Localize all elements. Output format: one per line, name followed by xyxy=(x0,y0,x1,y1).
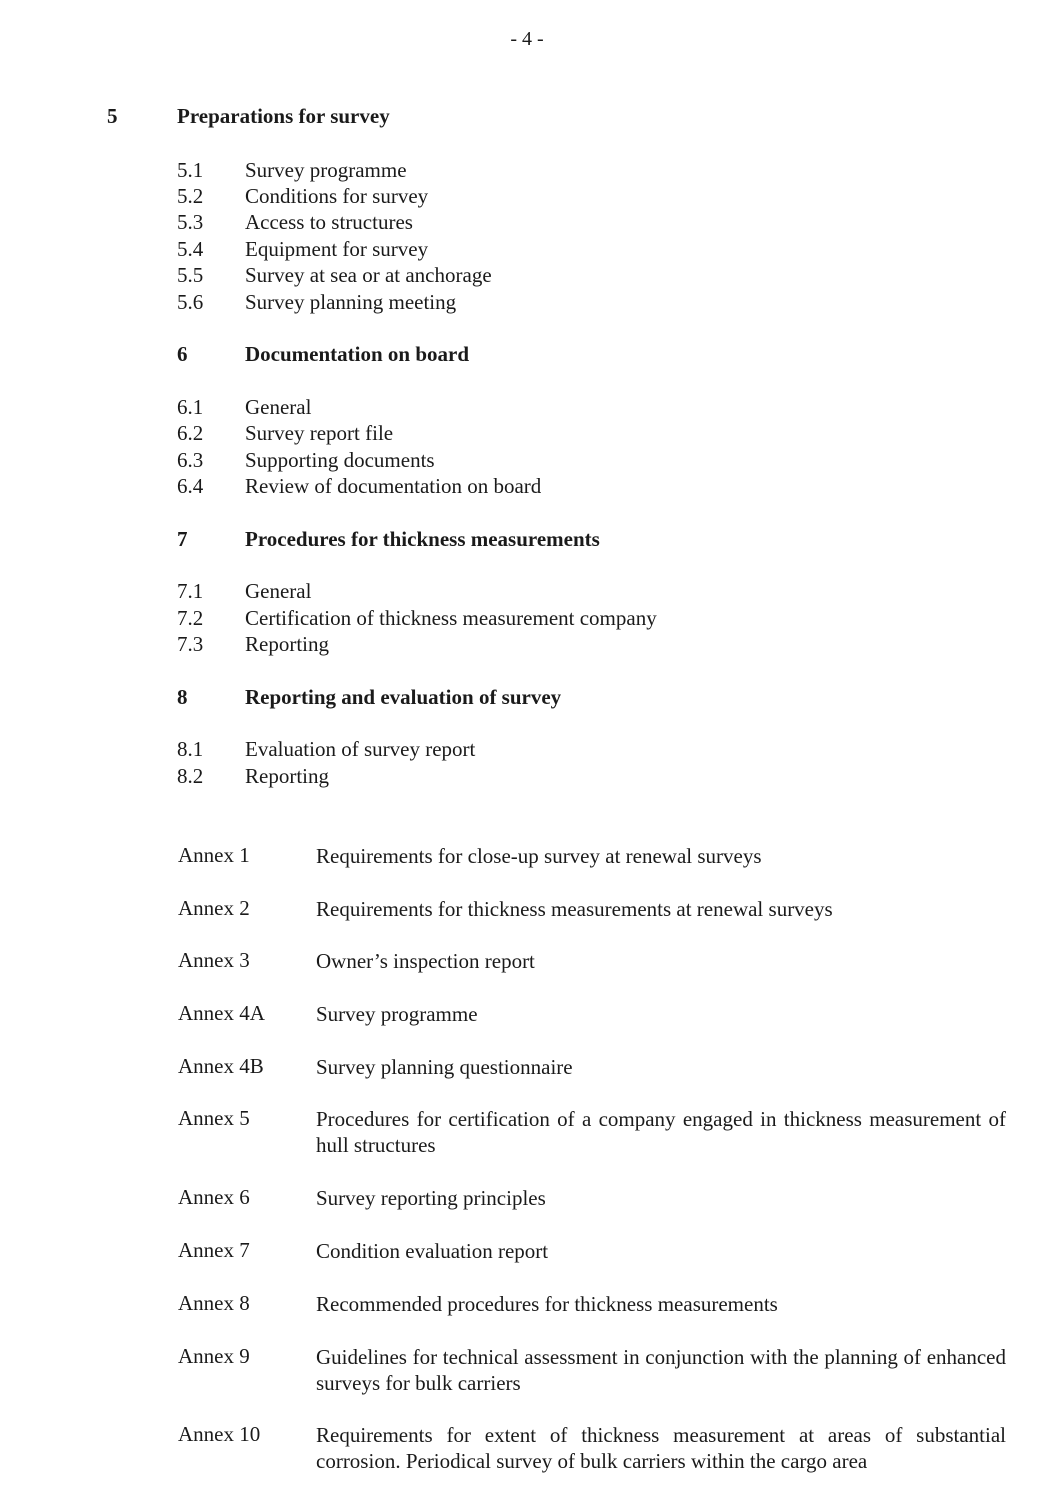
annex-label: Annex 10 xyxy=(178,1422,261,1446)
annex-label: Annex 6 xyxy=(178,1185,250,1209)
toc-item-number: 5.4 xyxy=(177,237,204,261)
toc-item-number: 8.1 xyxy=(177,737,204,761)
annex-label: Annex 8 xyxy=(178,1291,250,1315)
toc-item-number: 5.5 xyxy=(177,263,204,287)
section-title: Procedures for thickness measurements xyxy=(245,527,600,551)
toc-item-text: Survey report file xyxy=(245,421,394,445)
section-5-title: Preparations for survey xyxy=(177,104,390,128)
section-number: 8 xyxy=(177,685,188,709)
toc-item-text: Review of documentation on board xyxy=(245,474,542,498)
toc-item-number: 7.3 xyxy=(177,632,204,656)
section-number: 6 xyxy=(177,342,188,366)
annex-label: Annex 9 xyxy=(178,1344,250,1368)
annex-label: Annex 5 xyxy=(178,1106,250,1130)
section-title: Reporting and evaluation of survey xyxy=(245,685,562,709)
annex-description: Requirements for thickness measurements at renewal surveys xyxy=(316,897,833,921)
toc-item-number: 6.3 xyxy=(177,448,204,472)
annex-description: Requirements for close-up survey at renewal surveys xyxy=(316,844,762,868)
toc-item-text: Certification of thickness measurement company xyxy=(245,606,657,630)
toc-item-text: General xyxy=(245,395,312,419)
annex-description: Owner’s inspection report xyxy=(316,949,535,973)
section-number: 7 xyxy=(177,527,188,551)
toc-item-text: Equipment for survey xyxy=(245,237,429,261)
toc-item-number: 5.3 xyxy=(177,210,204,234)
toc-item-number: 7.1 xyxy=(177,579,204,603)
section-5-number: 5 xyxy=(107,104,118,128)
annex-description: Condition evaluation report xyxy=(316,1239,549,1263)
annex-label: Annex 1 xyxy=(178,843,250,867)
annex-description: Procedures for certification of a company engaged in thickness measurement of hull structures xyxy=(316,1107,1006,1157)
annex-label: Annex 4A xyxy=(178,1001,265,1025)
toc-item-number: 5.1 xyxy=(177,158,204,182)
annex-description: Guidelines for technical assessment in conjunction with the planning of enhanced surveys for bulk carriers xyxy=(316,1345,1006,1395)
toc-item-number: 6.2 xyxy=(177,421,204,445)
toc-item-text: Reporting xyxy=(245,764,329,788)
toc-item-number: 7.2 xyxy=(177,606,204,630)
toc-item-text: Survey at sea or at anchorage xyxy=(245,263,492,287)
toc-item-number: 8.2 xyxy=(177,764,204,788)
toc-item-text: Access to structures xyxy=(245,210,413,234)
annex-description: Survey reporting principles xyxy=(316,1186,546,1210)
annex-label: Annex 2 xyxy=(178,896,250,920)
annex-label: Annex 3 xyxy=(178,948,250,972)
toc-item-text: Evaluation of survey report xyxy=(245,737,476,761)
annex-description: Requirements for extent of thickness measurement at areas of substantial corrosion. Periodical survey of bulk carriers within the cargo area xyxy=(316,1423,1006,1473)
annex-description: Survey planning questionnaire xyxy=(316,1055,573,1079)
toc-item-number: 6.1 xyxy=(177,395,204,419)
annex-description: Recommended procedures for thickness measurements xyxy=(316,1292,778,1316)
toc-item-text: Survey programme xyxy=(245,158,407,182)
toc-item-number: 5.6 xyxy=(177,290,204,314)
toc-item-text: Conditions for survey xyxy=(245,184,429,208)
annex-label: Annex 7 xyxy=(178,1238,250,1262)
annex-description: Survey programme xyxy=(316,1002,478,1026)
toc-item-text: Reporting xyxy=(245,632,329,656)
toc-item-text: Supporting documents xyxy=(245,448,435,472)
toc-item-text: General xyxy=(245,579,312,603)
toc-item-number: 6.4 xyxy=(177,474,204,498)
toc-item-number: 5.2 xyxy=(177,184,204,208)
toc-item-text: Survey planning meeting xyxy=(245,290,457,314)
page-number: - 4 - xyxy=(510,28,544,50)
section-title: Documentation on board xyxy=(245,342,470,366)
annex-label: Annex 4B xyxy=(178,1054,264,1078)
